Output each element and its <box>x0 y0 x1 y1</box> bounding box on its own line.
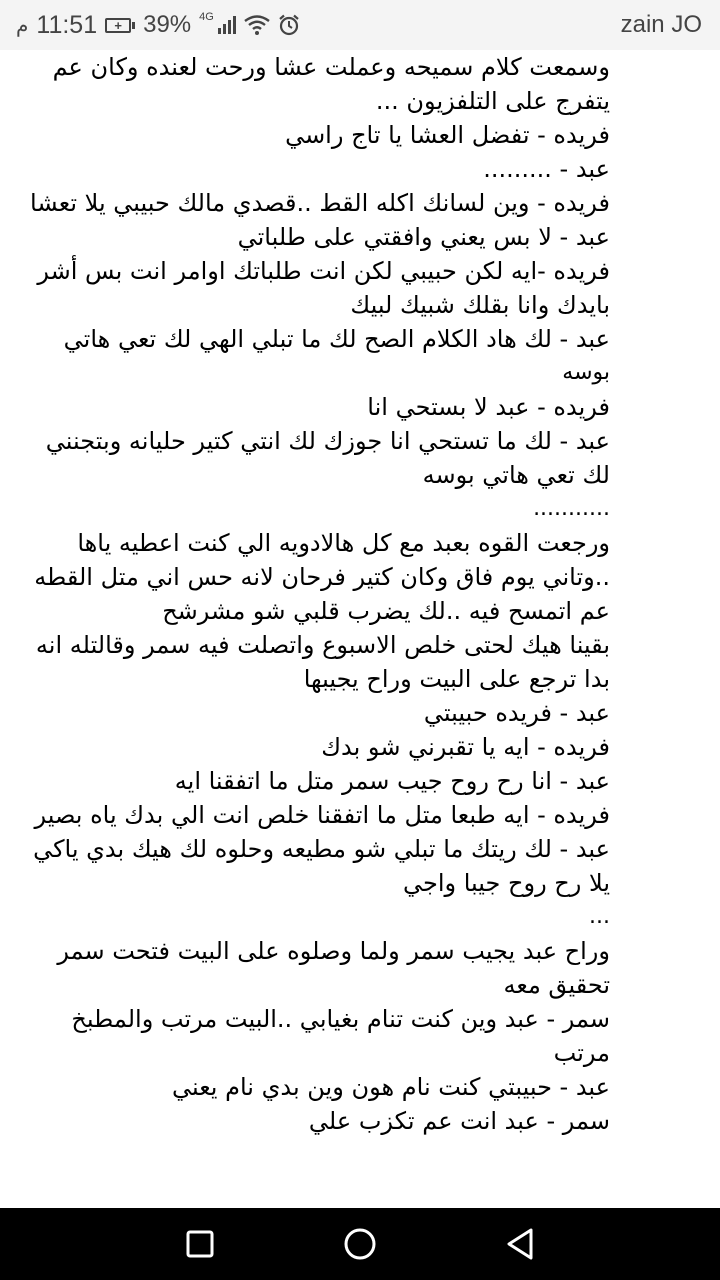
wifi-icon <box>244 15 270 35</box>
text-line: فريده - تفضل العشا يا تاج راسي <box>285 121 610 149</box>
text-line: سمر - عبد وين كنت تنام بغيابي ..البيت مرتب والمطبخ <box>71 1005 610 1033</box>
ampm-label: م <box>16 14 29 37</box>
network-type-label: 4G <box>199 11 214 23</box>
text-line: بدا ترجع على البيت وراح يجيبها <box>303 665 610 693</box>
text-line: عبد - ......... <box>483 155 610 183</box>
text-line: وراح عبد يجيب سمر ولما وصلوه على البيت فتحت سمر <box>57 937 610 965</box>
text-line: يلا رح روح جيبا واجي <box>403 869 610 897</box>
battery-charging-symbol: + <box>105 18 131 33</box>
text-line: ........... <box>533 496 610 521</box>
text-line: عبد - لك ما تستحي انا جوزك لك انتي كتير حليانه وبتجنني <box>45 427 610 455</box>
text-line: عبد - لا بس يعني وافقتي على طلباتي <box>237 223 610 251</box>
battery-icon <box>105 18 135 33</box>
text-line: سمر - عبد انت عم تكزب علي <box>308 1107 610 1135</box>
text-line: فريده - عبد لا بستحي انا <box>367 393 610 421</box>
text-line: يتفرج على التلفزيون ... <box>375 87 610 115</box>
text-line: ورجعت القوه بعبد مع كل هالادويه الي كنت اعطيه ياها <box>77 529 610 557</box>
text-line: ..وتاني يوم فاق وكان كتير فرحان لانه حس اني متل القطه <box>34 563 610 591</box>
text-line: عبد - لك ريتك ما تبلي شو مطيعه وحلوه لك هيك بدي ياكي <box>33 835 610 863</box>
text-line: عبد - فريده حبيبتي <box>423 699 610 727</box>
text-line: بوسه <box>562 360 610 385</box>
signal-strength-icon <box>218 16 236 34</box>
carrier-name: zain JO <box>620 11 702 38</box>
back-button[interactable] <box>440 1208 600 1280</box>
home-button[interactable] <box>280 1208 440 1280</box>
text-line: بايدك وانا بقلك شبيك لبيك <box>350 291 610 319</box>
status-bar <box>0 0 720 50</box>
text-line: فريده - وين لسانك اكله القط ..قصدي مالك حبيبي يلا تعشا <box>30 189 610 217</box>
text-line: عبد - حبيبتي كنت نام هون وين بدي نام يعني <box>171 1073 610 1101</box>
recent-apps-button[interactable] <box>120 1208 280 1280</box>
circle-icon <box>342 1226 378 1262</box>
clock-time: 11:51 <box>36 10 98 39</box>
text-line: عبد - انا رح روح جيب سمر متل ما اتفقنا ايه <box>174 767 610 795</box>
text-line: تحقيق معه <box>503 971 610 999</box>
text-line: وسمعت كلام سميحه وعملت عشا ورحت لعنده وكان عم <box>52 53 610 81</box>
square-icon <box>185 1229 215 1259</box>
status-left-group <box>16 11 300 40</box>
text-line: فريده - ايه طبعا متل ما اتفقنا خلص انت الي بدك ياه بصير <box>34 801 610 829</box>
text-line: بقينا هيك لحتى خلص الاسبوع واتصلت فيه سمر وقالتله انه <box>35 631 610 659</box>
text-line: عم اتمسح فيه ..لك يضرب قلبي شو مشرشح <box>162 597 610 625</box>
triangle-back-icon <box>504 1227 536 1261</box>
text-line: مرتب <box>553 1039 610 1067</box>
battery-percent: 39% <box>143 11 192 38</box>
text-line: فريده -ايه لكن حبيبي لكن انت طلباتك اوامر انت بس أشر <box>37 257 610 285</box>
story-text-area <box>20 50 610 1208</box>
text-line: لك تعي هاتي بوسه <box>422 461 610 489</box>
text-line: عبد - لك هاد الكلام الصح لك ما تبلي الهي لك تعي هاتي <box>63 325 610 353</box>
navigation-bar <box>0 1208 720 1280</box>
alarm-clock-icon <box>278 14 300 36</box>
text-line: فريده - ايه يا تقبرني شو بدك <box>321 733 610 761</box>
text-line: ... <box>589 904 610 929</box>
